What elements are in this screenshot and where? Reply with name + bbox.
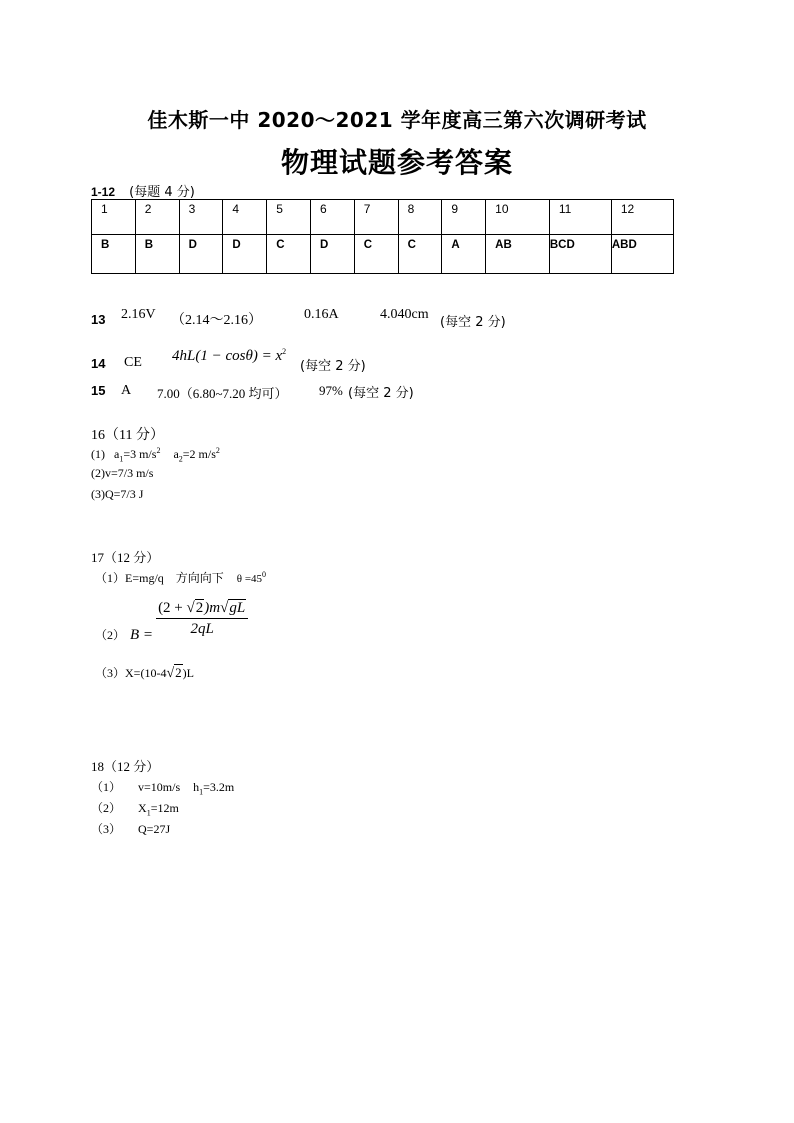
q17-part2-lhs: B = <box>130 627 154 644</box>
q18-part1-velocity: v=10m/s <box>138 780 181 794</box>
q16-a1-subscript: 1 <box>119 454 124 464</box>
q18-part2-x-subscript: 1 <box>146 808 151 818</box>
mc-number-row <box>92 200 674 235</box>
mc-number: 10 <box>486 200 550 235</box>
q18-part2 <box>91 799 179 817</box>
q16-a1-symbol: a <box>114 447 120 461</box>
mc-number: 9 <box>442 200 486 235</box>
q18-part2-prefix: （2） <box>91 801 122 815</box>
q17-part3-a: X=(10-4 <box>125 666 167 680</box>
q18-part3 <box>91 820 170 837</box>
q16-a2-value: =2 m/s <box>182 447 216 461</box>
q17-part3: （3）X=(10-4√2)L <box>95 665 194 681</box>
q14-formula-exponent: 2 <box>282 347 287 356</box>
mc-answer: D <box>310 235 354 274</box>
q13-number: 13 <box>91 312 106 327</box>
q14-formula-body: 4hL(1 − cosθ) = x <box>172 348 283 364</box>
mc-number: 7 <box>354 200 398 235</box>
mc-answer: AB <box>486 235 550 274</box>
mc-answer-row <box>92 235 674 274</box>
mc-number: 2 <box>135 200 179 235</box>
q16-a2-symbol: a <box>173 447 179 461</box>
mc-answer: D <box>223 235 267 274</box>
q17-part3-sqrt: 2 <box>175 665 182 680</box>
q14-score-note: (每空 2 分) <box>300 359 366 374</box>
q14-answer-choice: CE <box>124 355 142 370</box>
q17-part1-degree: 0 <box>262 570 267 579</box>
mc-answer: C <box>267 235 311 274</box>
q17-title: 17（12 分） <box>91 550 160 565</box>
q13-score-note: (每空 2 分) <box>440 315 506 330</box>
q16-a1-value: =3 m/s <box>123 447 157 461</box>
q13-answer-current: 0.16A <box>304 307 339 322</box>
q17-num-part-b: )m <box>204 600 221 616</box>
q18-part2-x-symbol: X <box>138 801 147 815</box>
mc-answer: B <box>92 235 136 274</box>
q14-formula <box>172 347 286 365</box>
q18-title: 18（12 分） <box>91 759 160 774</box>
mc-answer: A <box>442 235 486 274</box>
answer-key-title: 物理试题参考答案 <box>280 146 513 179</box>
q15-score-note: (每空 2 分) <box>348 386 414 401</box>
q15-number: 15 <box>91 383 106 398</box>
q16-a1-unit-exponent: 2 <box>156 446 161 455</box>
mc-number: 8 <box>398 200 442 235</box>
q17-part2-prefix: （2） <box>95 628 126 643</box>
q18-part3-heat: Q=27J <box>138 822 171 836</box>
mc-answer: D <box>179 235 223 274</box>
q17-formula-denominator: 2qL <box>190 621 214 637</box>
q18-part1-prefix: （1） <box>91 780 122 794</box>
q18-part1 <box>91 778 234 796</box>
mc-answer-table <box>91 199 674 274</box>
mc-score-note: (每题 4 分) <box>129 185 195 200</box>
mc-number: 3 <box>179 200 223 235</box>
mc-number: 5 <box>267 200 311 235</box>
q15-answer-choice: A <box>121 383 132 398</box>
mc-answer: C <box>354 235 398 274</box>
q18-part2-x-value: =12m <box>150 801 179 815</box>
q17-part1 <box>95 569 266 586</box>
q16-part1-prefix: (1) <box>91 447 105 461</box>
q16-a2-subscript: 2 <box>178 454 183 464</box>
q16-part1 <box>91 446 220 463</box>
mc-number: 1 <box>92 200 136 235</box>
q14-number: 14 <box>91 356 106 371</box>
q17-part1-angle: θ =45 <box>236 573 263 585</box>
q15-answer-efficiency: 97% <box>319 383 343 398</box>
q17-part3-b: )L <box>182 666 194 680</box>
q17-part1-text: E=mg/q 方向向下 <box>125 571 224 585</box>
q17-part2 <box>95 597 248 644</box>
mc-number: 12 <box>611 200 673 235</box>
mc-number: 11 <box>549 200 611 235</box>
exam-title: 佳木斯一中 2020～2021 学年度高三第六次调研考试 <box>147 108 647 132</box>
q16-title: 16（11 分） <box>91 428 164 443</box>
q17-part3-prefix: （3） <box>95 666 126 680</box>
q17-formula-numerator: (2 + √2)m√gL <box>156 599 248 619</box>
mc-section-label <box>91 181 195 200</box>
mc-answer: BCD <box>549 235 611 274</box>
q16-part3: (3)Q=7/3 J <box>91 487 144 501</box>
q16-a2-unit-exponent: 2 <box>215 446 220 455</box>
q17-part1-prefix: （1） <box>95 571 126 585</box>
q18-part1-h-symbol: h <box>193 780 200 794</box>
q17-formula-fraction <box>156 599 248 638</box>
q18-part1-h-value: =3.2m <box>203 780 235 794</box>
mc-number: 4 <box>223 200 267 235</box>
q17-num-part-a: (2 + <box>158 600 187 616</box>
mc-answer: B <box>135 235 179 274</box>
q15-answer-value: 7.00（6.80~7.20 均可） <box>157 386 288 401</box>
mc-answer: ABD <box>611 235 673 274</box>
q18-part3-prefix: （3） <box>91 822 122 836</box>
q13-answer-voltage: 2.16V <box>121 307 156 322</box>
q18-part1-h-subscript: 1 <box>199 787 204 797</box>
q17-num-sqrt: 2 <box>195 600 204 616</box>
q13-answer-length: 4.040cm <box>380 307 429 322</box>
mc-range: 1-12 <box>91 185 116 199</box>
q13-voltage-range: （2.14～2.16） <box>171 313 262 328</box>
mc-number: 6 <box>310 200 354 235</box>
mc-answer: C <box>398 235 442 274</box>
q17-num-sqrt-gl: gL <box>229 600 246 616</box>
q16-part2: (2)v=7/3 m/s <box>91 466 154 480</box>
